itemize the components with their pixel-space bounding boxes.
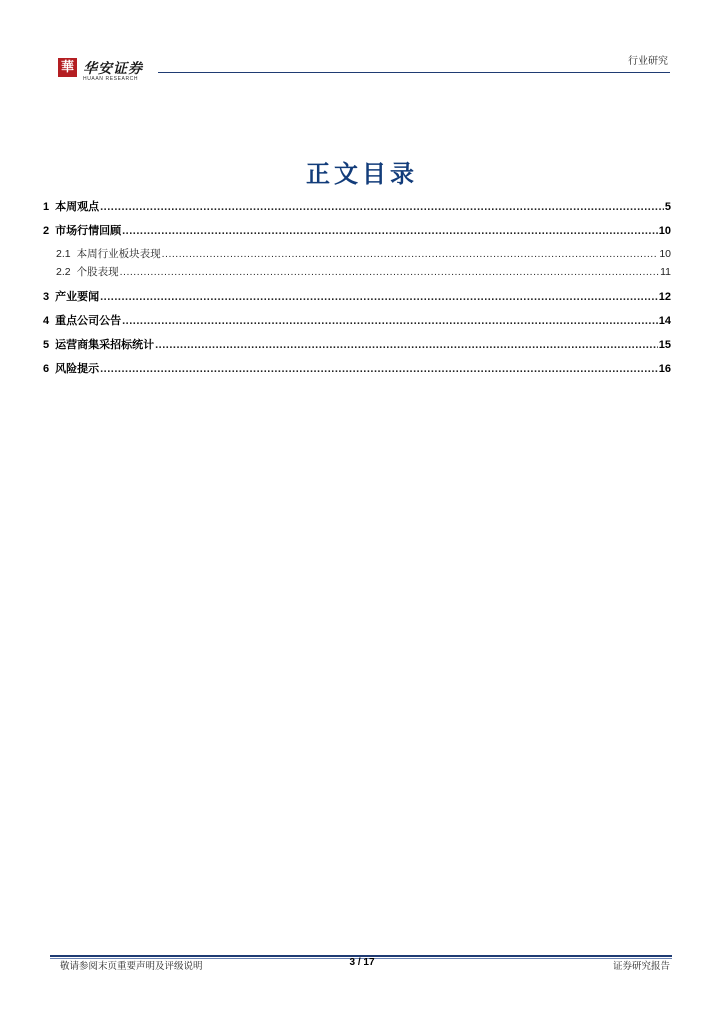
toc-entry-number: 3 — [43, 291, 50, 303]
toc-title: 正文目录 — [306, 160, 418, 188]
report-category: 行业研究 — [628, 56, 668, 67]
toc-entry-label: 产业要闻 — [55, 291, 100, 303]
toc-entry[interactable] — [43, 246, 671, 262]
toc-entry[interactable] — [43, 288, 671, 304]
toc-entry-label: 运营商集采招标统计 — [55, 339, 155, 351]
toc-entry-page: 10 — [659, 248, 671, 260]
toc-entry-number: 1 — [43, 201, 50, 213]
header-divider — [158, 72, 670, 73]
toc-leader — [100, 201, 664, 213]
toc-entry[interactable] — [43, 336, 671, 352]
toc-entry-page: 15 — [658, 339, 671, 351]
toc-entry[interactable] — [43, 312, 671, 328]
toc-leader — [162, 248, 659, 260]
toc-leader — [122, 225, 658, 237]
toc-entry-number: 6 — [43, 363, 50, 375]
toc-entry-label: 个股表现 — [76, 266, 119, 278]
toc-entry-label: 风险提示 — [55, 363, 100, 375]
toc-entry-label: 市场行情回顾 — [55, 225, 122, 237]
toc-entry-page: 16 — [658, 363, 671, 375]
page-header — [0, 0, 724, 90]
toc-entry[interactable] — [43, 198, 671, 214]
page-indicator: 3 / 17 — [349, 957, 375, 968]
toc-entry-page: 10 — [658, 225, 671, 237]
toc-entry-label: 重点公司公告 — [55, 315, 122, 327]
table-of-contents — [43, 198, 671, 376]
toc-leader — [100, 291, 658, 303]
disclaimer-note: 敬请参阅末页重要声明及评级说明 — [60, 961, 203, 972]
toc-entry-number: 2.1 — [56, 248, 71, 260]
toc-entry-page: 11 — [660, 266, 671, 278]
report-type: 证券研究报告 — [612, 961, 670, 972]
toc-entry-page: 14 — [658, 315, 671, 327]
toc-entry-number: 4 — [43, 315, 50, 327]
toc-entry-label: 本周观点 — [55, 201, 100, 213]
logo-subtitle: HUAAN RESEARCH — [83, 76, 139, 82]
toc-entry-page: 12 — [658, 291, 671, 303]
toc-entry-number: 2 — [43, 225, 50, 237]
toc-entry[interactable] — [43, 222, 671, 238]
toc-entry[interactable] — [43, 264, 671, 280]
toc-leader — [122, 315, 658, 327]
toc-entry-number: 5 — [43, 339, 50, 351]
logo-seal-icon: 華 — [58, 58, 77, 77]
company-logo — [58, 58, 158, 86]
toc-leader — [120, 266, 659, 278]
toc-leader — [155, 339, 658, 351]
toc-entry[interactable] — [43, 360, 671, 376]
toc-leader — [100, 363, 658, 375]
logo-name: 华安证券 — [83, 61, 143, 77]
toc-entry-number: 2.2 — [56, 266, 71, 278]
toc-entry-page: 5 — [664, 201, 671, 213]
toc-entry-label: 本周行业板块表现 — [76, 248, 161, 260]
